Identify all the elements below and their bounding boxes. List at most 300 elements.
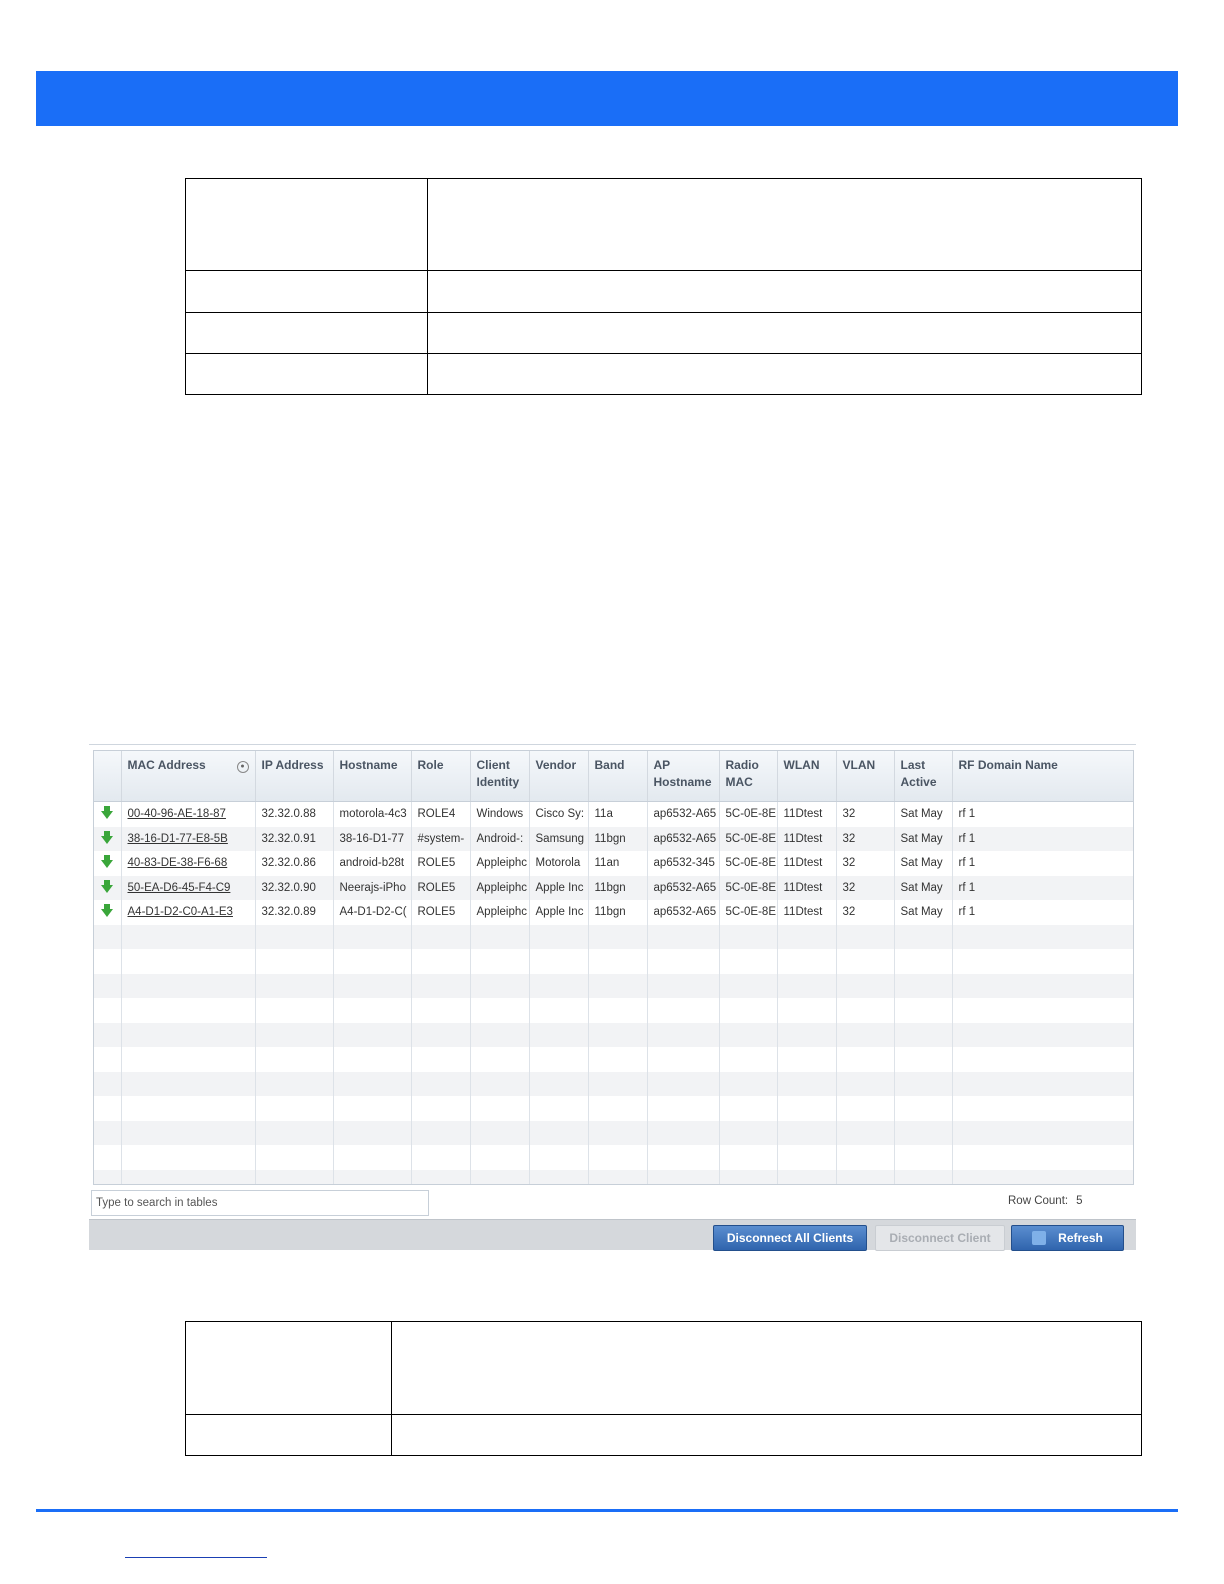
disconnect-client-button[interactable]: Disconnect Client [875, 1225, 1005, 1251]
table-cell [588, 1047, 647, 1072]
table-cell: 11bgn [588, 876, 647, 901]
table-cell [529, 925, 588, 950]
table-cell [588, 925, 647, 950]
table-cell [777, 925, 836, 950]
table-cell [719, 1023, 777, 1048]
table-cell: ap6532-A65 [647, 827, 719, 852]
table-cell [777, 949, 836, 974]
table-cell [894, 1047, 952, 1072]
table-cell: Apple Inc [529, 876, 588, 901]
table-cell [333, 974, 411, 999]
table-cell [719, 974, 777, 999]
table-cell: 32 [836, 851, 894, 876]
table-cell [588, 1023, 647, 1048]
table-cell [588, 1170, 647, 1186]
column-header-label: IP Address [261, 758, 324, 772]
mac-address-link[interactable]: A4-D1-D2-C0-A1-E3 [121, 900, 255, 925]
table-cell [777, 998, 836, 1023]
table-cell [647, 974, 719, 999]
table-cell [777, 1047, 836, 1072]
table-cell [255, 1121, 333, 1146]
table-cell: rf 1 [952, 802, 1133, 827]
table-cell: Motorola [529, 851, 588, 876]
table-cell [952, 1023, 1133, 1048]
empty-row [94, 1023, 1133, 1048]
table-cell [529, 1170, 588, 1186]
header-band [36, 71, 1178, 126]
table-cell [647, 1121, 719, 1146]
table-cell [121, 1121, 255, 1146]
table-cell [333, 1145, 411, 1170]
column-header[interactable] [333, 751, 411, 802]
table-cell [719, 949, 777, 974]
down-arrow-icon [101, 909, 113, 917]
column-header[interactable] [470, 751, 529, 802]
table-cell [121, 1023, 255, 1048]
table-cell [428, 313, 1142, 354]
table-cell: Appleiphc [470, 876, 529, 901]
table-cell: 32.32.0.89 [255, 900, 333, 925]
table-cell [777, 1170, 836, 1186]
table-cell [94, 1072, 121, 1097]
refresh-icon [1032, 1231, 1046, 1245]
table-cell: 5C-0E-8E [719, 900, 777, 925]
table-cell [719, 1170, 777, 1186]
table-cell: 5C-0E-8E [719, 802, 777, 827]
table-cell: ROLE5 [411, 876, 470, 901]
table-row[interactable] [94, 851, 1133, 876]
status-cell [94, 851, 121, 876]
table-cell: Sat May [894, 802, 952, 827]
table-cell [952, 1145, 1133, 1170]
table-cell [94, 1023, 121, 1048]
table-cell [186, 271, 428, 313]
action-bar [89, 1219, 1136, 1250]
table-cell [529, 1121, 588, 1146]
column-header[interactable] [952, 751, 1133, 802]
footer-rule [36, 1509, 1178, 1512]
table-cell [121, 998, 255, 1023]
row-count [1008, 1195, 1083, 1207]
table-cell [411, 974, 470, 999]
table-cell [470, 949, 529, 974]
empty-row [94, 998, 1133, 1023]
table-cell [255, 1023, 333, 1048]
table-cell [428, 354, 1142, 395]
table-row[interactable] [94, 802, 1133, 827]
down-arrow-icon [101, 811, 113, 819]
table-cell: ap6532-A65 [647, 876, 719, 901]
empty-row [94, 1096, 1133, 1121]
table-cell: ap6532-A65 [647, 900, 719, 925]
table-cell [392, 1415, 1142, 1456]
status-cell [94, 802, 121, 827]
empty-row [94, 925, 1133, 950]
table-cell [186, 179, 428, 271]
table-cell [588, 1145, 647, 1170]
column-header[interactable] [94, 751, 121, 802]
table-cell [392, 1322, 1142, 1415]
down-arrow-icon [101, 836, 113, 844]
column-header[interactable] [255, 751, 333, 802]
row-count-value: 5 [1076, 1195, 1083, 1207]
column-header-label: Hostname [339, 758, 398, 772]
table-cell [952, 1096, 1133, 1121]
footer-link-underline [125, 1557, 267, 1558]
table-cell [470, 998, 529, 1023]
table-cell [529, 998, 588, 1023]
table-cell [836, 1170, 894, 1186]
table-cell [952, 1047, 1133, 1072]
table-cell [470, 1145, 529, 1170]
table-cell [255, 949, 333, 974]
table-cell: rf 1 [952, 827, 1133, 852]
table-cell [647, 1096, 719, 1121]
table-cell [470, 1047, 529, 1072]
table-cell [719, 1096, 777, 1121]
table-cell [836, 998, 894, 1023]
table-cell [647, 949, 719, 974]
table-cell [428, 271, 1142, 313]
table-cell: 11an [588, 851, 647, 876]
table-cell [121, 1145, 255, 1170]
column-header-label: VLAN [842, 758, 876, 772]
table-cell: A4-D1-D2-C( [333, 900, 411, 925]
table-cell [894, 1096, 952, 1121]
table-cell [255, 998, 333, 1023]
table-cell: Android-: [470, 827, 529, 852]
table-cell: 11Dtest [777, 851, 836, 876]
table-cell [470, 1072, 529, 1097]
column-header[interactable] [894, 751, 952, 802]
refresh-button[interactable] [1011, 1225, 1124, 1251]
table-cell [894, 1072, 952, 1097]
table-cell [894, 1121, 952, 1146]
status-cell [94, 900, 121, 925]
table-cell: 5C-0E-8E [719, 876, 777, 901]
disconnect-all-clients-button[interactable]: Disconnect All Clients [713, 1225, 867, 1251]
table-cell [647, 998, 719, 1023]
table-cell: 11bgn [588, 827, 647, 852]
table-cell: rf 1 [952, 851, 1133, 876]
empty-row [94, 1072, 1133, 1097]
table-cell: Samsung [529, 827, 588, 852]
mac-address-link[interactable]: 40-83-DE-38-F6-68 [121, 851, 255, 876]
table-cell: ROLE5 [411, 900, 470, 925]
table-cell [836, 1096, 894, 1121]
column-header[interactable] [777, 751, 836, 802]
table-cell [952, 998, 1133, 1023]
table-cell [470, 1023, 529, 1048]
table-cell [777, 1145, 836, 1170]
table-cell: motorola-4c3 [333, 802, 411, 827]
status-cell [94, 827, 121, 852]
table-cell [647, 925, 719, 950]
table-cell [836, 925, 894, 950]
table-cell [647, 1145, 719, 1170]
table-cell: Apple Inc [529, 900, 588, 925]
table-cell: 32.32.0.86 [255, 851, 333, 876]
table-cell [255, 1145, 333, 1170]
table-cell [411, 1121, 470, 1146]
table-cell: ap6532-345 [647, 851, 719, 876]
table-cell [470, 1121, 529, 1146]
table-cell: Sat May [894, 900, 952, 925]
table-cell [333, 1170, 411, 1186]
table-cell: 32 [836, 827, 894, 852]
table-cell [470, 925, 529, 950]
table-cell [255, 1072, 333, 1097]
table-cell [94, 998, 121, 1023]
table-cell: Windows [470, 802, 529, 827]
table-cell: Cisco Sy: [529, 802, 588, 827]
table-cell [470, 974, 529, 999]
table-cell: 11Dtest [777, 827, 836, 852]
table-cell [94, 1170, 121, 1186]
table-cell: rf 1 [952, 876, 1133, 901]
table-cell [333, 925, 411, 950]
table-cell [529, 949, 588, 974]
table-cell [529, 1096, 588, 1121]
empty-row [94, 1121, 1133, 1146]
table-cell [952, 1170, 1133, 1186]
table-cell [777, 1121, 836, 1146]
table-cell [94, 925, 121, 950]
column-header-label: Radio MAC [725, 758, 759, 789]
table-cell [952, 1072, 1133, 1097]
column-header[interactable] [121, 751, 255, 802]
column-header[interactable] [411, 751, 470, 802]
table-cell [470, 1096, 529, 1121]
table-cell [255, 925, 333, 950]
table-cell: 11a [588, 802, 647, 827]
clients-grid [93, 750, 1134, 1185]
table-cell [719, 998, 777, 1023]
row-count-label: Row Count: [1008, 1195, 1069, 1207]
table-cell [894, 949, 952, 974]
table-cell [647, 1072, 719, 1097]
table-cell [529, 1047, 588, 1072]
table-cell [719, 1047, 777, 1072]
table-cell: Appleiphc [470, 851, 529, 876]
column-header-label: Band [594, 758, 625, 772]
empty-row [94, 974, 1133, 999]
table-cell [121, 925, 255, 950]
column-header-label: WLAN [783, 758, 820, 772]
table-cell [255, 1047, 333, 1072]
empty-row [94, 1145, 1133, 1170]
table-row[interactable] [94, 827, 1133, 852]
table-cell [588, 1121, 647, 1146]
empty-row [94, 1047, 1133, 1072]
table-cell [647, 1023, 719, 1048]
table-cell [894, 1170, 952, 1186]
column-header[interactable] [647, 751, 719, 802]
table-cell: 32 [836, 876, 894, 901]
table-cell [529, 974, 588, 999]
grid-header-row [94, 751, 1133, 802]
table-cell [719, 1072, 777, 1097]
table-cell [255, 1096, 333, 1121]
column-header-label: Role [417, 758, 444, 772]
sort-icon[interactable]: ● [237, 761, 249, 773]
table-cell [411, 1023, 470, 1048]
table-cell [94, 1096, 121, 1121]
table-cell [186, 354, 428, 395]
table-cell [588, 974, 647, 999]
column-header-label: Last Active [900, 758, 937, 789]
table-cell [894, 925, 952, 950]
table-cell [121, 949, 255, 974]
table-cell [894, 998, 952, 1023]
table-cell [411, 1072, 470, 1097]
table-cell [836, 974, 894, 999]
table-cell [94, 949, 121, 974]
table-cell: 11Dtest [777, 876, 836, 901]
table-cell [647, 1170, 719, 1186]
table-cell: ROLE4 [411, 802, 470, 827]
table-cell [777, 974, 836, 999]
table-cell [894, 1145, 952, 1170]
table-cell [719, 1145, 777, 1170]
column-header[interactable] [588, 751, 647, 802]
table-cell: #system- [411, 827, 470, 852]
table-cell [411, 1096, 470, 1121]
table-cell [121, 1072, 255, 1097]
table-cell [94, 1145, 121, 1170]
column-header-label: AP Hostname [653, 758, 712, 789]
empty-row [94, 1170, 1133, 1186]
table-cell: 38-16-D1-77 [333, 827, 411, 852]
table-cell [121, 1170, 255, 1186]
table-cell [186, 1322, 392, 1415]
table-cell [121, 974, 255, 999]
table-cell: 11bgn [588, 900, 647, 925]
table-row[interactable] [94, 900, 1133, 925]
table-cell [588, 1072, 647, 1097]
table-cell: rf 1 [952, 900, 1133, 925]
table-cell [952, 1121, 1133, 1146]
table-cell: ap6532-A65 [647, 802, 719, 827]
table-cell [255, 1170, 333, 1186]
table-cell [121, 1096, 255, 1121]
column-header-label: MAC Address [127, 758, 206, 772]
mac-address-link[interactable]: 50-EA-D6-45-F4-C9 [121, 876, 255, 901]
refresh-label: Refresh [1058, 1231, 1103, 1245]
table-cell [186, 1415, 392, 1456]
table-cell: 32.32.0.90 [255, 876, 333, 901]
clients-screenshot [89, 744, 1136, 1249]
column-header-label: Vendor [535, 758, 577, 772]
table-cell [952, 925, 1133, 950]
table-cell [588, 949, 647, 974]
table-cell [411, 998, 470, 1023]
table-cell: 5C-0E-8E [719, 827, 777, 852]
table-cell [952, 949, 1133, 974]
table-cell [836, 949, 894, 974]
table-cell [333, 1047, 411, 1072]
down-arrow-icon [101, 860, 113, 868]
table-cell [333, 1023, 411, 1048]
table-cell [836, 1047, 894, 1072]
table-cell [333, 998, 411, 1023]
table-cell [719, 1121, 777, 1146]
search-input[interactable]: Type to search in tables [91, 1190, 429, 1216]
table-cell: 32.32.0.88 [255, 802, 333, 827]
down-arrow-icon [101, 885, 113, 893]
table-cell [186, 313, 428, 354]
table-cell [719, 925, 777, 950]
table-cell [894, 1023, 952, 1048]
column-header[interactable] [529, 751, 588, 802]
table-cell [836, 1023, 894, 1048]
table-cell: Neerajs-iPho [333, 876, 411, 901]
table-cell [777, 1072, 836, 1097]
table-cell [411, 925, 470, 950]
empty-row [94, 949, 1133, 974]
table-cell: Appleiphc [470, 900, 529, 925]
table-cell: 32 [836, 802, 894, 827]
table-cell [333, 1121, 411, 1146]
table-cell [411, 1145, 470, 1170]
table-cell [333, 1096, 411, 1121]
table-cell [894, 974, 952, 999]
table-cell [333, 1072, 411, 1097]
table-cell: Sat May [894, 876, 952, 901]
table-cell: 11Dtest [777, 900, 836, 925]
table-cell [588, 998, 647, 1023]
table-cell [428, 179, 1142, 271]
table-cell [836, 1145, 894, 1170]
table-row[interactable] [94, 876, 1133, 901]
table-cell: android-b28t [333, 851, 411, 876]
table-cell [121, 1047, 255, 1072]
mac-address-link[interactable]: 00-40-96-AE-18-87 [121, 802, 255, 827]
table-cell [952, 974, 1133, 999]
table-cell [333, 949, 411, 974]
table-cell [777, 1096, 836, 1121]
table-cell [588, 1096, 647, 1121]
table-cell [647, 1047, 719, 1072]
table-cell [94, 974, 121, 999]
table-cell: ROLE5 [411, 851, 470, 876]
column-header[interactable] [719, 751, 777, 802]
table-cell [777, 1023, 836, 1048]
table-cell [255, 974, 333, 999]
column-header-label: Client Identity [476, 758, 520, 789]
table-cell: 32 [836, 900, 894, 925]
mac-address-link[interactable]: 38-16-D1-77-E8-5B [121, 827, 255, 852]
table-cell: Sat May [894, 851, 952, 876]
table-cell: 11Dtest [777, 802, 836, 827]
table-cell [470, 1170, 529, 1186]
table-cell [836, 1121, 894, 1146]
table-cell [529, 1145, 588, 1170]
table-cell: 32.32.0.91 [255, 827, 333, 852]
column-header-label: RF Domain Name [958, 758, 1058, 772]
table-cell [94, 1121, 121, 1146]
table-cell [411, 1170, 470, 1186]
column-header[interactable] [836, 751, 894, 802]
table-cell: Sat May [894, 827, 952, 852]
table-cell [411, 949, 470, 974]
status-cell [94, 876, 121, 901]
bottom-description-table [185, 1321, 1142, 1456]
table-cell: 5C-0E-8E [719, 851, 777, 876]
top-description-table [185, 178, 1142, 395]
table-cell [836, 1072, 894, 1097]
table-cell [529, 1023, 588, 1048]
